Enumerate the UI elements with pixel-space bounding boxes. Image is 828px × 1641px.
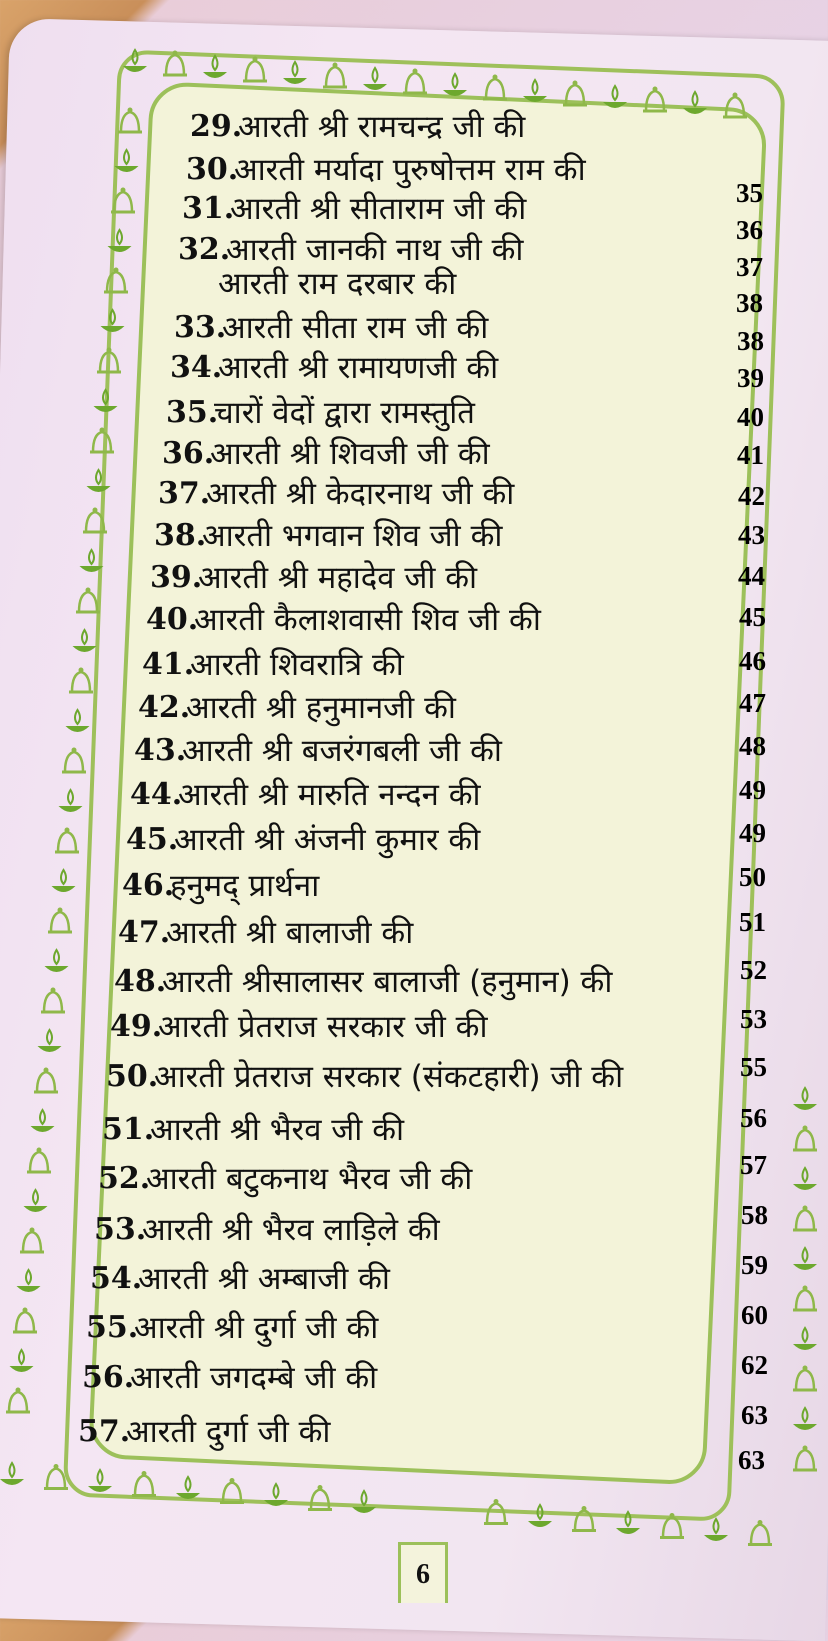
entry-number: 32. [178, 232, 231, 267]
toc-entry [0, 187, 828, 233]
entry-title: आरती भगवान शिव जी की [202, 518, 503, 554]
toc-entry [0, 1356, 828, 1402]
entry-page: 62 [741, 1350, 768, 1380]
entry-title: आरती श्री शिवजी जी की [210, 436, 490, 472]
entry-page: 39 [737, 363, 764, 393]
toc-entry [0, 391, 828, 437]
toc-entry [0, 346, 828, 392]
toc-entry [0, 1157, 828, 1203]
entry-title: आरती प्रेतराज सरकार (संकटहारी) जी की [154, 1059, 624, 1095]
entry-number: 37. [158, 476, 211, 511]
entry-title: आरती श्री अम्बाजी की [138, 1261, 390, 1297]
entry-title: आरती श्री भैरव जी की [150, 1112, 405, 1148]
entry-number: 49. [110, 1009, 163, 1044]
entry-page: 50 [739, 862, 766, 892]
entry-page: 35 [736, 178, 763, 208]
entry-title: आरती श्री भैरव लाड़िले की [142, 1212, 440, 1248]
entry-title: आरती जानकी नाथ जी की [226, 232, 524, 268]
entry-title: आरती श्री दुर्गा जी की [134, 1310, 379, 1346]
toc-entry [0, 1306, 828, 1352]
entry-page: 60 [741, 1300, 768, 1330]
toc-entry [0, 598, 828, 644]
entry-number: 44. [130, 777, 183, 812]
entry-title: आरती श्रीसालासर बालाजी (हनुमान) की [162, 964, 613, 1000]
entry-number: 47. [118, 915, 171, 950]
entry-title: हनुमद् प्रार्थना [170, 868, 320, 904]
entry-page: 38 [736, 288, 763, 318]
entry-title: आरती शिवरात्रि की [190, 647, 404, 683]
toc-entry [0, 262, 828, 308]
toc-entry [0, 1108, 828, 1154]
entry-number: 33. [174, 310, 227, 345]
entry-page: 53 [740, 1004, 767, 1034]
toc-entry [0, 643, 828, 689]
entry-number: 56. [82, 1360, 135, 1395]
entry-number: 40. [146, 602, 199, 637]
entry-title: आरती बटुकनाथ भैरव जी की [146, 1161, 473, 1197]
entry-page: 63 [741, 1400, 768, 1430]
toc-entry [0, 556, 828, 602]
entry-page: 56 [740, 1103, 767, 1133]
toc-entry [0, 818, 828, 864]
toc-entry [0, 1055, 828, 1101]
entry-number: 39. [150, 560, 203, 595]
entry-page: 52 [740, 955, 767, 985]
entry-page: 46 [739, 646, 766, 676]
entry-title: आरती प्रेतराज सरकार जी की [158, 1009, 488, 1045]
entry-page: 51 [739, 907, 766, 937]
toc-entry [0, 960, 828, 1006]
entry-number: 36. [162, 436, 215, 471]
toc-entry [0, 1257, 828, 1303]
entry-title: आरती श्री मारुति नन्दन की [178, 777, 481, 813]
toc-entry [0, 514, 828, 560]
toc-entry [0, 864, 828, 910]
toc-entry [0, 472, 828, 518]
entry-title: चारों वेदों द्वारा रामस्तुति [214, 395, 475, 431]
toc-entry [0, 686, 828, 732]
toc-entry [0, 729, 828, 775]
entry-title: आरती कैलाशवासी शिव जी की [194, 602, 541, 638]
entry-page: 58 [741, 1200, 768, 1230]
entry-page: 45 [739, 602, 766, 632]
entry-number: 30. [186, 152, 239, 187]
entry-page: 47 [739, 688, 766, 718]
toc-entry [0, 1410, 828, 1456]
entry-number: 50. [106, 1059, 159, 1094]
entry-number: 57. [78, 1414, 131, 1449]
entry-number: 41. [142, 647, 195, 682]
entry-title: आरती मर्यादा पुरुषोत्तम राम की [234, 152, 586, 188]
entry-title: आरती श्री हनुमानजी की [186, 690, 456, 726]
entry-number: 54. [90, 1261, 143, 1296]
entry-page: 41 [737, 440, 764, 470]
entry-page: 38 [737, 326, 764, 356]
toc-entry [0, 105, 828, 151]
entry-number: 43. [134, 733, 187, 768]
entry-number: 52. [98, 1161, 151, 1196]
entry-title: आरती श्री केदारनाथ जी की [206, 476, 515, 512]
entry-title: आरती दुर्गा जी की [126, 1414, 331, 1450]
entry-number: 34. [170, 350, 223, 385]
entry-title: आरती श्री रामायणजी की [218, 350, 499, 386]
entry-page-extra: 63 [738, 1445, 765, 1475]
entry-title: आरती श्री महादेव जी की [198, 560, 478, 596]
entry-number: 35. [166, 395, 219, 430]
entry-title: आरती जगदम्बे जी की [130, 1360, 378, 1396]
entry-title: आरती श्री अंजनी कुमार की [174, 822, 481, 858]
entry-number: 42. [138, 690, 191, 725]
entry-page: 40 [737, 402, 764, 432]
entry-number: 55. [86, 1310, 139, 1345]
toc-entry [0, 911, 828, 957]
entry-page: 55 [740, 1052, 767, 1082]
entry-page: 59 [741, 1250, 768, 1280]
entry-title: आरती श्री सीताराम जी की [230, 191, 527, 227]
entry-number: 46. [122, 868, 175, 903]
entry-title: आरती सीता राम जी की [222, 310, 489, 346]
toc-entry [0, 773, 828, 819]
toc-entry [0, 1005, 828, 1051]
entry-page: 57 [740, 1150, 767, 1180]
entry-title: आरती श्री बजरंगबली जी की [182, 733, 502, 769]
entry-number: 51. [102, 1112, 155, 1147]
entry-page: 49 [739, 818, 766, 848]
entry-page: 43 [738, 520, 765, 550]
entry-number: 53. [94, 1212, 147, 1247]
toc-entry [0, 1208, 828, 1254]
entry-page: 36 [736, 215, 763, 245]
entry-page: 49 [739, 775, 766, 805]
entry-page: 37 [736, 252, 763, 282]
entry-title: आरती राम दरबार की [218, 266, 457, 302]
entry-page: 48 [739, 731, 766, 761]
entry-title: आरती श्री बालाजी की [166, 915, 414, 951]
entry-title: आरती श्री रामचन्द्र जी की [238, 109, 526, 145]
entry-number: 45. [126, 822, 179, 857]
entry-page: 42 [738, 481, 765, 511]
entry-page: 44 [738, 561, 765, 591]
entry-number: 48. [114, 964, 167, 999]
entry-number: 29. [190, 109, 243, 144]
entry-number: 31. [182, 191, 235, 226]
page-number: 6 [398, 1542, 448, 1603]
entry-number: 38. [154, 518, 207, 553]
